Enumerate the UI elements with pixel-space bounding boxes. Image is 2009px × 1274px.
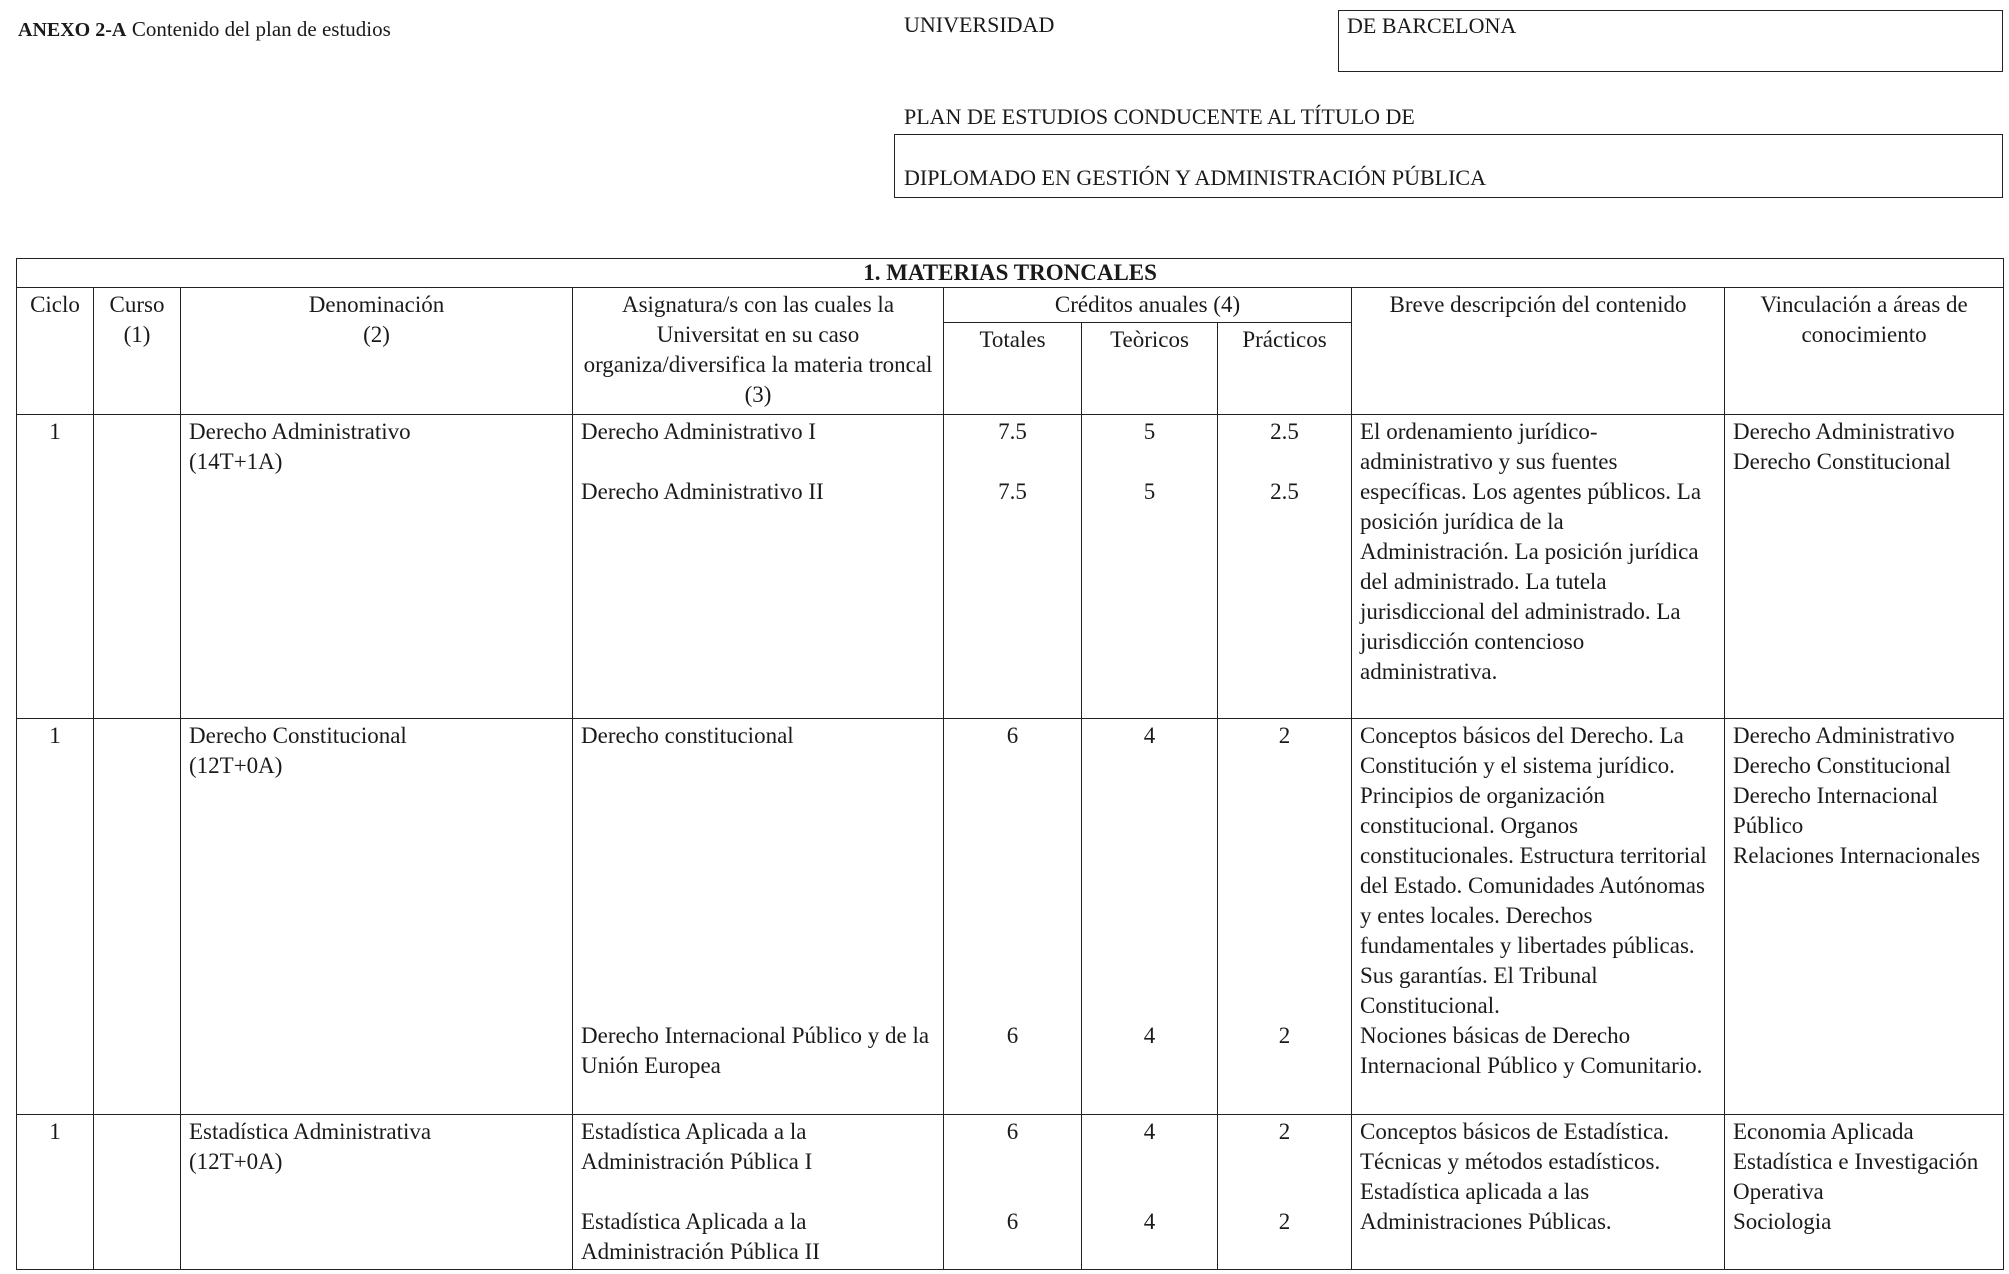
practicos-value: 2 — [1278, 1023, 1291, 1048]
denominacion-code: (14T+1A) — [189, 449, 283, 474]
practicos-cell — [1218, 415, 1352, 719]
practicos-cell — [1218, 1115, 1352, 1270]
col-curso: Curso (1) — [94, 288, 181, 415]
asignatura-item: Estadística Aplicada a la Administración Pública I — [581, 1119, 813, 1174]
plan-value: DIPLOMADO EN GESTIÓN Y ADMINISTRACIÓN PÚBLICA — [904, 165, 1486, 190]
denominacion-code: (12T+0A) — [189, 1149, 283, 1174]
totales-value: 6 — [1006, 1209, 1019, 1234]
teoricos-cell — [1082, 719, 1218, 1115]
teoricos-value: 5 — [1143, 419, 1156, 444]
practicos-value: 2 — [1278, 1119, 1291, 1144]
practicos-cell — [1218, 719, 1352, 1115]
teoricos-cell — [1082, 415, 1218, 719]
col-totales: Totales — [944, 323, 1082, 415]
table-row — [17, 719, 2004, 1115]
denominacion-code: (12T+0A) — [189, 753, 283, 778]
totales-value: 7.5 — [998, 419, 1027, 444]
practicos-value: 2 — [1278, 1209, 1291, 1234]
asignatura-item: Estadística Aplicada a la Administración Pública II — [581, 1209, 820, 1264]
totales-value: 6 — [1006, 1119, 1019, 1144]
vinculacion-item: Derecho Constitucional — [1733, 753, 1951, 778]
denominacion-name: Estadística Administrativa — [189, 1119, 432, 1144]
teoricos-value: 4 — [1143, 723, 1156, 748]
vinculacion-item: Derecho Internacional Público — [1733, 783, 1938, 838]
descripcion-text: Nociones básicas de Derecho Internacional Público y Comunitario. — [1360, 1023, 1703, 1078]
asignatura-cell — [573, 415, 944, 719]
curso-cell — [94, 1115, 181, 1270]
vinculacion-item: Derecho Administrativo — [1733, 419, 1955, 444]
teoricos-value: 4 — [1143, 1023, 1156, 1048]
practicos-value: 2.5 — [1270, 419, 1299, 444]
col-denominacion: Denominación (2) — [181, 288, 573, 415]
plan-box — [894, 134, 2003, 198]
asignatura-cell — [573, 719, 944, 1115]
curso-cell — [94, 719, 181, 1115]
ciclo-cell: 1 — [17, 415, 94, 719]
col-ciclo: Ciclo — [17, 288, 94, 415]
col-practicos: Prácticos — [1218, 323, 1352, 415]
denominacion-cell — [181, 415, 573, 719]
anexo-label: ANEXO 2-A — [18, 19, 127, 41]
universidad-value: DE BARCELONA — [1347, 13, 1517, 38]
totales-value: 6 — [1006, 1023, 1019, 1048]
asignatura-item: Derecho constitucional — [581, 723, 794, 748]
col-teoricos: Teòricos — [1082, 323, 1218, 415]
ciclo-cell: 1 — [17, 1115, 94, 1270]
col-asignatura: Asignatura/s con las cuales la Universitat en su caso organiza/diversifica la materia troncal (3) — [573, 288, 944, 415]
practicos-value: 2 — [1278, 723, 1291, 748]
totales-value: 7.5 — [998, 479, 1027, 504]
plan-label: PLAN DE ESTUDIOS CONDUCENTE AL TÍTULO DE — [904, 104, 1415, 129]
teoricos-value: 4 — [1143, 1209, 1156, 1234]
denominacion-name: Derecho Administrativo — [189, 419, 411, 444]
vinculacion-cell — [1725, 1115, 2004, 1270]
totales-cell — [944, 415, 1082, 719]
teoricos-value: 4 — [1143, 1119, 1156, 1144]
col-vinculacion: Vinculación a áreas de conocimiento — [1725, 288, 2004, 415]
vinculacion-item: Derecho Administrativo — [1733, 723, 1955, 748]
totales-value: 6 — [1006, 723, 1019, 748]
practicos-value: 2.5 — [1270, 479, 1299, 504]
teoricos-cell — [1082, 1115, 1218, 1270]
asignatura-item: Derecho Administrativo II — [581, 479, 824, 504]
descripcion-cell — [1352, 719, 1725, 1115]
universidad-box — [1338, 10, 2003, 72]
denominacion-cell — [181, 719, 573, 1115]
vinculacion-cell — [1725, 719, 2004, 1115]
totales-cell — [944, 719, 1082, 1115]
anexo-heading — [18, 16, 391, 43]
curso-cell — [94, 415, 181, 719]
vinculacion-cell — [1725, 415, 2004, 719]
vinculacion-item: Economia Aplicada — [1733, 1119, 1914, 1144]
table-row — [17, 415, 2004, 719]
vinculacion-item: Estadística e Investigación Operativa — [1733, 1149, 1979, 1204]
asignatura-item: Derecho Internacional Público y de la Unión Europea — [581, 1023, 930, 1078]
vinculacion-item: Derecho Constitucional — [1733, 449, 1951, 474]
descripcion-text: Conceptos básicos del Derecho. La Constitución y el sistema jurídico. Principios de organización constitucional. Organos constitucionales. Estructura territorial del Estado. Comunidades Autónomas y entes locales. Derechos fundamentales y libertades públicas. Sus garantías. El Tribunal Constitucional. — [1360, 723, 1707, 1018]
universidad-label: UNIVERSIDAD — [904, 12, 1055, 37]
asignatura-item: Derecho Administrativo I — [581, 419, 817, 444]
descripcion-cell: El ordenamiento jurídico-administrativo y sus fuentes específicas. Los agentes públicos. La posición jurídica de la Administración. La posición jurídica del administrado. La tutela jurisdiccional del administrado. La jurisdicción contencioso administrativa. — [1352, 415, 1725, 719]
totales-cell — [944, 1115, 1082, 1270]
anexo-subtitle: Contenido del plan de estudios — [131, 17, 391, 41]
denominacion-cell — [181, 1115, 573, 1270]
descripcion-cell: Conceptos básicos de Estadística. Técnicas y métodos estadísticos. Estadística aplicada a las Administraciones Públicas. — [1352, 1115, 1725, 1270]
materias-troncales-table — [16, 258, 2004, 1270]
col-descripcion: Breve descripción del contenido — [1352, 288, 1725, 415]
col-creditos: Créditos anuales (4) — [944, 288, 1352, 323]
ciclo-cell: 1 — [17, 719, 94, 1115]
denominacion-name: Derecho Constitucional — [189, 723, 407, 748]
vinculacion-item: Sociologia — [1733, 1209, 1832, 1234]
table-row — [17, 1115, 2004, 1270]
vinculacion-item: Relaciones Internacionales — [1733, 843, 1981, 868]
teoricos-value: 5 — [1143, 479, 1156, 504]
table-title: 1. MATERIAS TRONCALES — [17, 259, 2004, 288]
asignatura-cell — [573, 1115, 944, 1270]
